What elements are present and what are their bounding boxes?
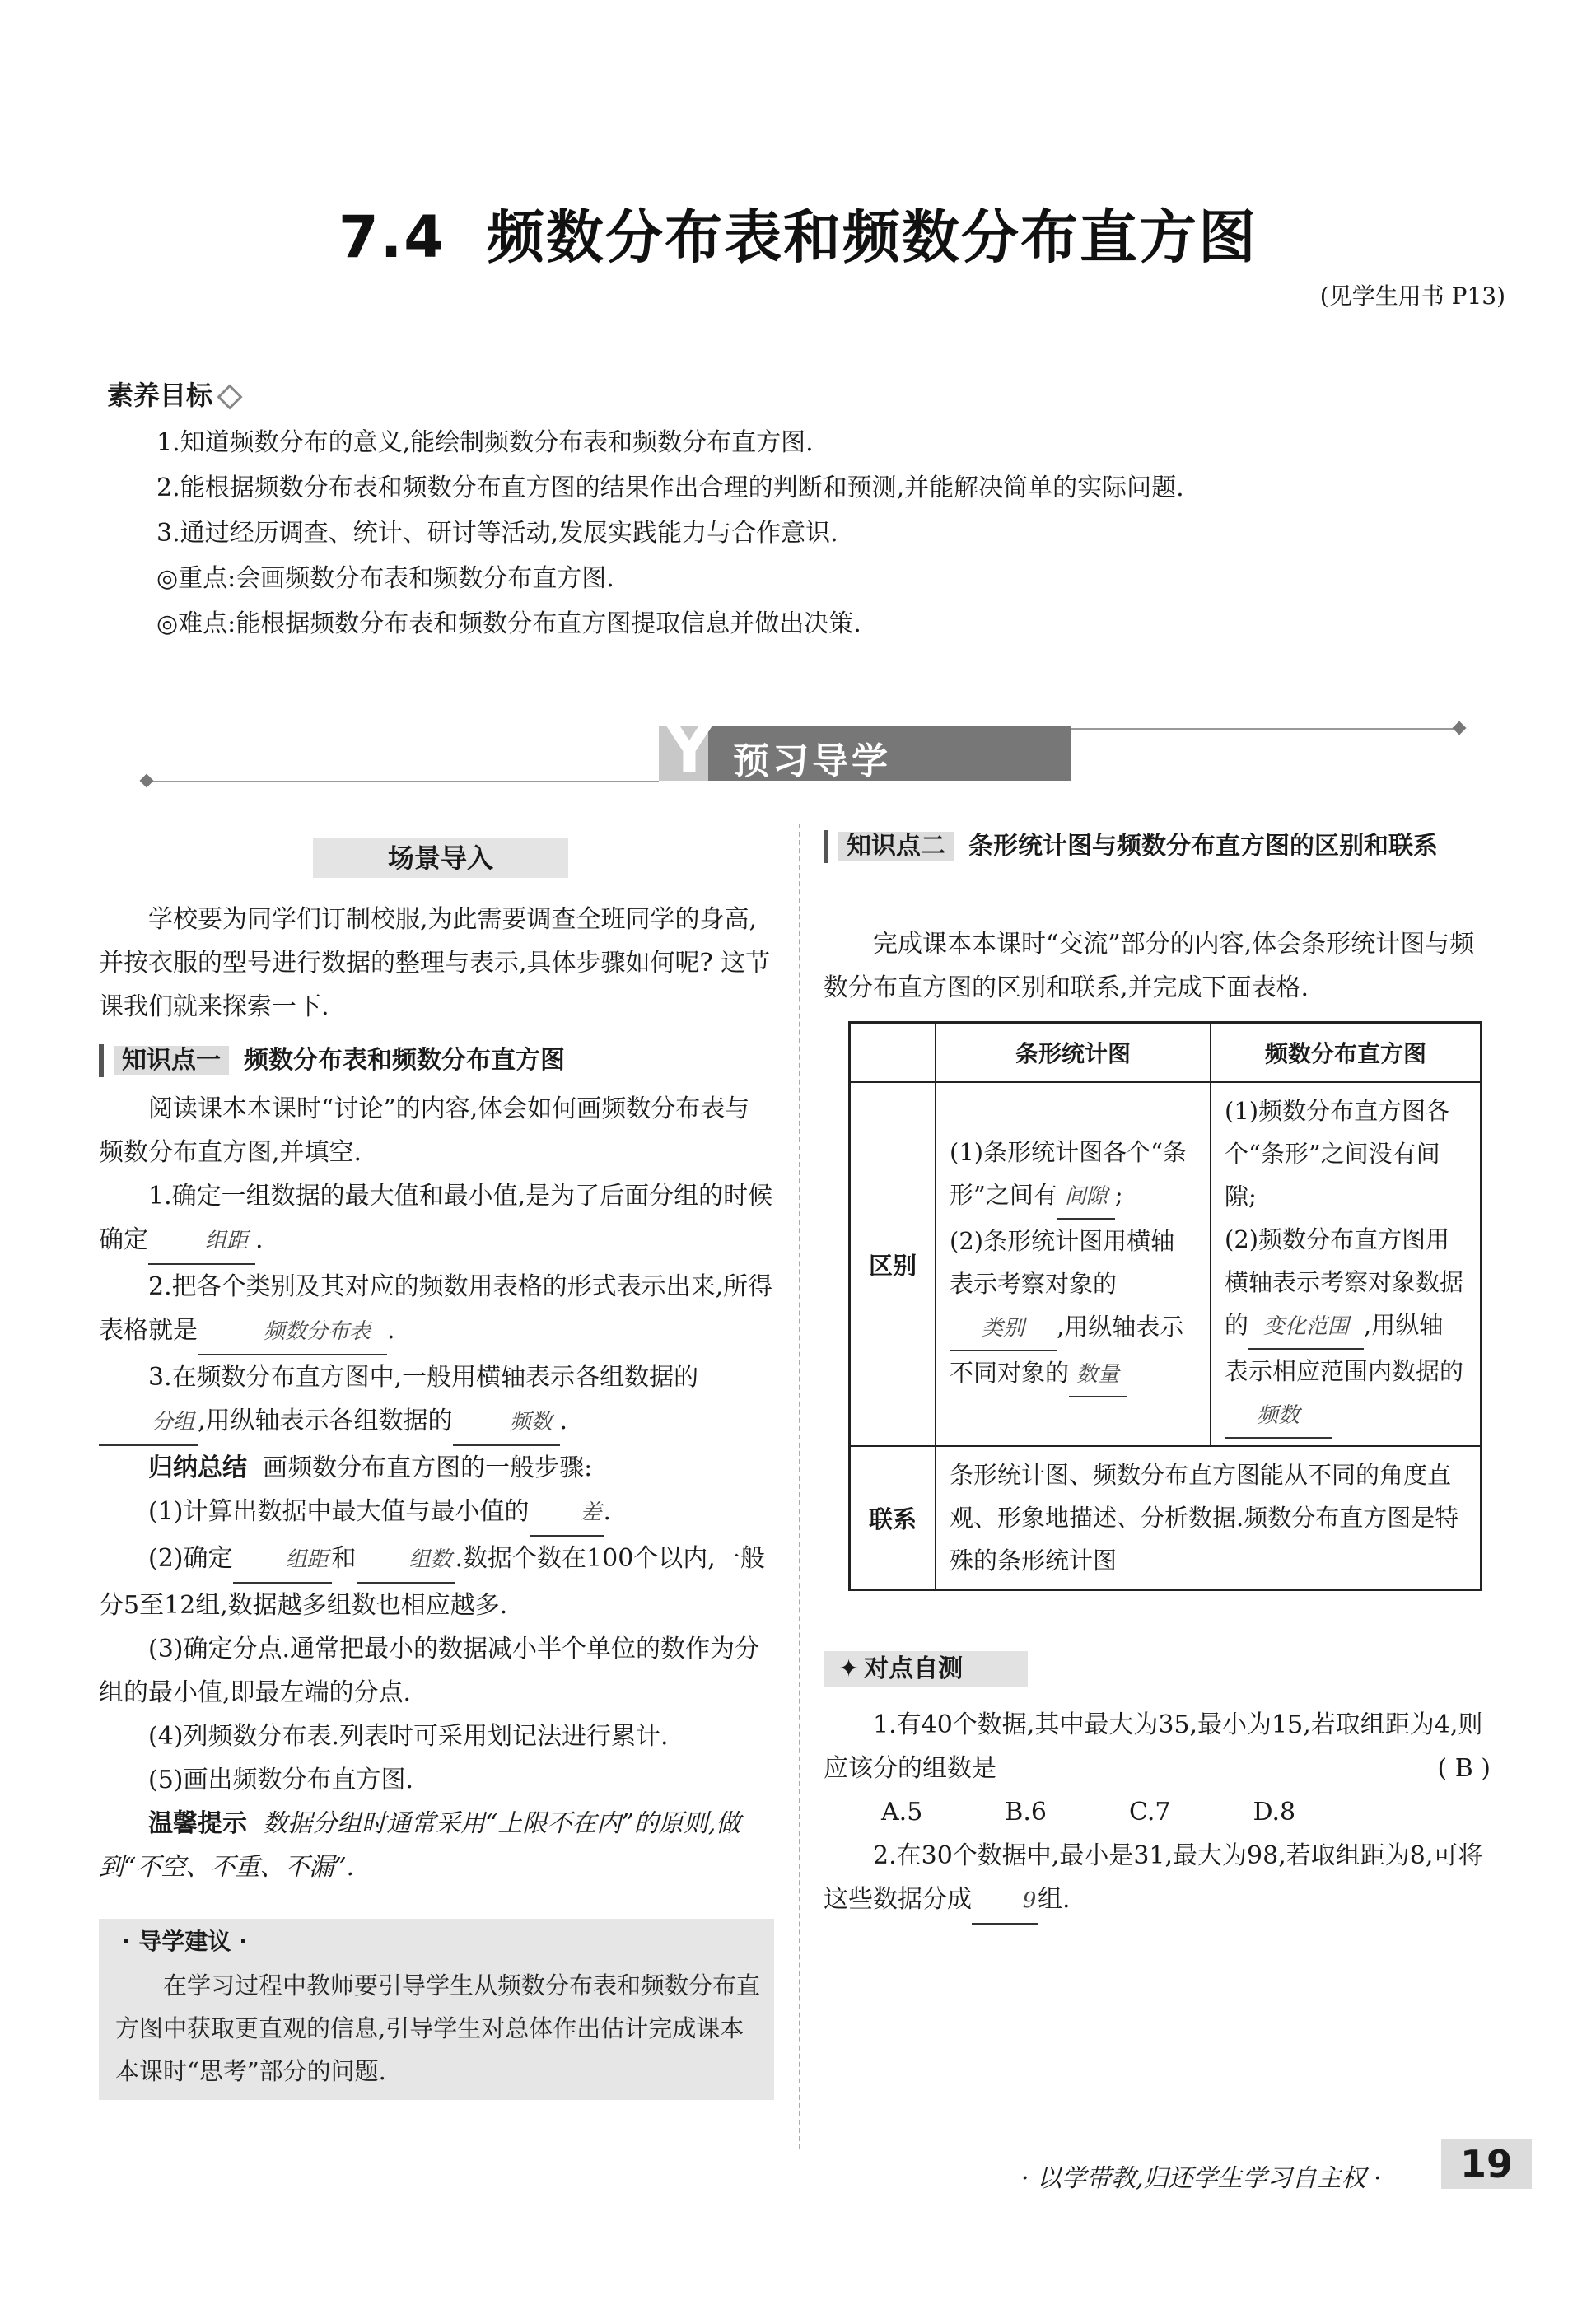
step-2-middle: 和 — [331, 1544, 357, 1573]
step-1 — [99, 1490, 774, 1537]
sparkle-icon: ✦ — [838, 1654, 860, 1683]
step-4: (4)列频数分布表.列表时可采用划记法进行累计. — [148, 1722, 669, 1751]
kp1-tag: 知识点一 — [114, 1046, 229, 1075]
step-5: (5)画出频数分布直方图. — [148, 1766, 414, 1794]
banner-letter: Y — [665, 711, 713, 787]
selftest-body — [824, 1703, 1499, 1925]
page-title — [0, 191, 1596, 274]
q1-choice-answer: ( B ) — [1437, 1754, 1491, 1783]
banner-line-right — [1021, 728, 1458, 730]
kp1-title: 频数分布表和频数分布直方图 — [244, 1046, 565, 1075]
step-1-end: . — [603, 1497, 612, 1526]
selftest-heading — [824, 1651, 1028, 1687]
goals-heading — [107, 375, 239, 413]
summary-text: 画频数分布直方图的一般步骤: — [263, 1453, 593, 1482]
kp1-intro: 阅读课本本课时“讨论”的内容,体会如何画频数分布表与频数分布直方图,并填空. — [99, 1094, 750, 1167]
option-a: A.5 — [881, 1798, 923, 1827]
c1-b: ; — [1114, 1181, 1123, 1209]
step-1-answer: 差 — [530, 1491, 604, 1537]
row-label-difference: 区别 — [850, 1082, 936, 1446]
step-2-end: .数据个数在100个以内,一般分5至12组,数据越多组数也相应越多. — [99, 1544, 765, 1620]
step-1-text: (1)计算出数据中最大值与最小值的 — [148, 1497, 530, 1526]
scene-heading: 场景导入 — [313, 838, 568, 878]
table-col-histogram: 频数分布直方图 — [1211, 1023, 1482, 1083]
scene-paragraph: 学校要为同学们订制校服,为此需要调查全班同学的身高,并按衣服的型号进行数据的整理与表示,具体步骤如何呢? 这节课我们就来探索一下. — [99, 905, 771, 1021]
banner-dot-left — [140, 774, 154, 788]
c2-answer-2: 频数 — [1225, 1394, 1332, 1439]
option-b: B.6 — [1005, 1798, 1047, 1827]
page-number: 19 — [1441, 2139, 1532, 2189]
c2-a: (1)频数分布直方图各个“条形”之间没有间隙; — [1225, 1097, 1450, 1211]
c1-answer-2: 类别 — [950, 1307, 1057, 1351]
table-corner — [850, 1023, 936, 1083]
q3-text: 3.在频数分布直方图中,一般用横轴表示各组数据的 — [148, 1363, 699, 1392]
option-c: C.7 — [1128, 1798, 1171, 1827]
c2-b: (2)频数分布直方图用横轴表示考察对象数据的 — [1225, 1225, 1464, 1339]
summary-label: 归纳总结 — [148, 1453, 247, 1482]
q2-text: 2.把各个类别及其对应的频数用表格的形式表示出来,所得表格就是 — [99, 1272, 773, 1345]
step-2-answer-1: 组距 — [233, 1538, 332, 1584]
scene-text — [99, 898, 774, 1029]
kp2-title: 条形统计图与频数分布直方图的区别和联系 — [968, 832, 1438, 861]
q1-options — [824, 1790, 1499, 1834]
goal-item: 2.能根据频数分布表和频数分布直方图的结果作出合理的判断和预测,并能解决简单的实际问题. — [156, 474, 1184, 502]
cell-histogram-difference — [1211, 1082, 1482, 1446]
tip-label: 温馨提示 — [148, 1809, 247, 1838]
tip-text: 数据分组时通常采用“上限不在内”的原则,做到“不空、不重、不漏”. — [99, 1809, 741, 1882]
section-title: 频数分布表和频数分布直方图 — [487, 203, 1258, 271]
kp2-heading — [824, 830, 1505, 863]
kp1-q2 — [99, 1265, 774, 1355]
q1-stem: 1.有40个数据,其中最大为35,最小为15,若取组距为4,则应该分的组数是 — [824, 1710, 1483, 1783]
c1-answer-3: 数量 — [1069, 1353, 1127, 1397]
q1-answer: 组距 — [148, 1220, 255, 1265]
kp1-heading — [99, 1044, 565, 1077]
table-col-bar-chart: 条形统计图 — [936, 1023, 1211, 1083]
c2-answer-1: 变化范围 — [1248, 1305, 1364, 1350]
step-2 — [99, 1537, 774, 1627]
diamond-icon — [217, 384, 242, 409]
column-divider — [799, 824, 800, 2149]
kp1-q1 — [99, 1174, 774, 1265]
goals-heading-text: 素养目标 — [107, 380, 213, 411]
goal-item: 3.通过经历调查、统计、研讨等活动,发展实践能力与合作意识. — [156, 519, 838, 548]
c1-c: (2)条形统计图用横轴表示考察对象的 — [950, 1227, 1175, 1298]
banner-dot-right — [1453, 721, 1467, 735]
selftest-q2 — [824, 1834, 1499, 1925]
kp2-tag: 知识点二 — [838, 832, 954, 861]
q2-end-text: 组. — [1038, 1885, 1071, 1914]
summary — [99, 1446, 774, 1490]
guide-title: · 导学建议 · — [122, 1928, 248, 1955]
selftest-heading-text: 对点自测 — [864, 1654, 964, 1683]
table-row-difference — [850, 1082, 1482, 1446]
section-number: 7.4 — [338, 203, 446, 271]
q1-end: . — [255, 1225, 264, 1254]
q2-answer: 频数分布表 — [198, 1310, 387, 1355]
row-label-connection: 联系 — [850, 1446, 936, 1590]
c2-c: ,用纵轴表示相应范围内数据的 — [1225, 1311, 1464, 1385]
banner-line-left — [148, 781, 659, 782]
q3-middle: ,用纵轴表示各组数据的 — [198, 1407, 453, 1435]
q3-end: . — [559, 1407, 568, 1435]
comparison-table — [848, 1021, 1482, 1591]
kp1-q3 — [99, 1355, 774, 1446]
selftest-q1 — [824, 1703, 1499, 1790]
c1-a: (1)条形统计图各个“条形”之间有 — [950, 1138, 1187, 1209]
q3-answer-2: 频数 — [453, 1401, 560, 1446]
q3-answer-1: 分组 — [99, 1401, 198, 1446]
q2-end: . — [387, 1316, 395, 1345]
kp1-body — [99, 1087, 774, 1889]
banner-title: 预习导学 — [733, 740, 891, 782]
guide-text: 在学习过程中教师要引导学生从频数分布表和频数分布直方图中获取更直观的信息,引导学生对总体作出估计完成课本本课时“思考”部分的问题. — [115, 1971, 761, 2085]
table-header-row — [850, 1023, 1482, 1083]
step-3: (3)确定分点.通常把最小的数据减小半个单位的数作为分组的最小值,即最左端的分点. — [99, 1635, 760, 1707]
footer-motto: · 以学带教,归还学生学习自主权 · — [1021, 2164, 1382, 2193]
goal-difficult-point: ◎难点:能根据频数分布表和频数分布直方图提取信息并做出决策. — [156, 609, 861, 638]
goal-key-point: ◎重点:会画频数分布表和频数分布直方图. — [156, 564, 614, 593]
cell-bar-chart-difference — [936, 1082, 1211, 1446]
step-2-text: (2)确定 — [148, 1544, 233, 1573]
cell-connection: 条形统计图、频数分布直方图能从不同的角度直观、形象地描述、分析数据.频数分布直方图是特殊的条形统计图 — [936, 1446, 1482, 1590]
q2-fill-answer: 9 — [972, 1879, 1038, 1925]
q2-stem: 2.在30个数据中,最小是31,最大为98,若取组距为8,可将这些数据分成 — [824, 1841, 1483, 1914]
kp2-intro-wrap — [824, 922, 1499, 1010]
c1-d: ,用纵轴表示不同对象的 — [950, 1313, 1184, 1387]
kp2-intro: 完成课本本课时“交流”部分的内容,体会条形统计图与频数分布直方图的区别和联系,并完成下面表格. — [824, 930, 1475, 1002]
option-d: D.8 — [1253, 1798, 1296, 1827]
book-reference: (见学生用书 P13) — [1319, 282, 1505, 310]
step-2-answer-2: 组数 — [357, 1538, 455, 1584]
c1-answer-1: 间隙 — [1057, 1175, 1115, 1220]
goal-item: 1.知道频数分布的意义,能绘制频数分布表和频数分布直方图. — [156, 428, 814, 457]
tip — [99, 1802, 774, 1889]
q1-text: 1.确定一组数据的最大值和最小值,是为了后面分组的时候确定 — [99, 1182, 773, 1254]
table-row-connection — [850, 1446, 1482, 1590]
